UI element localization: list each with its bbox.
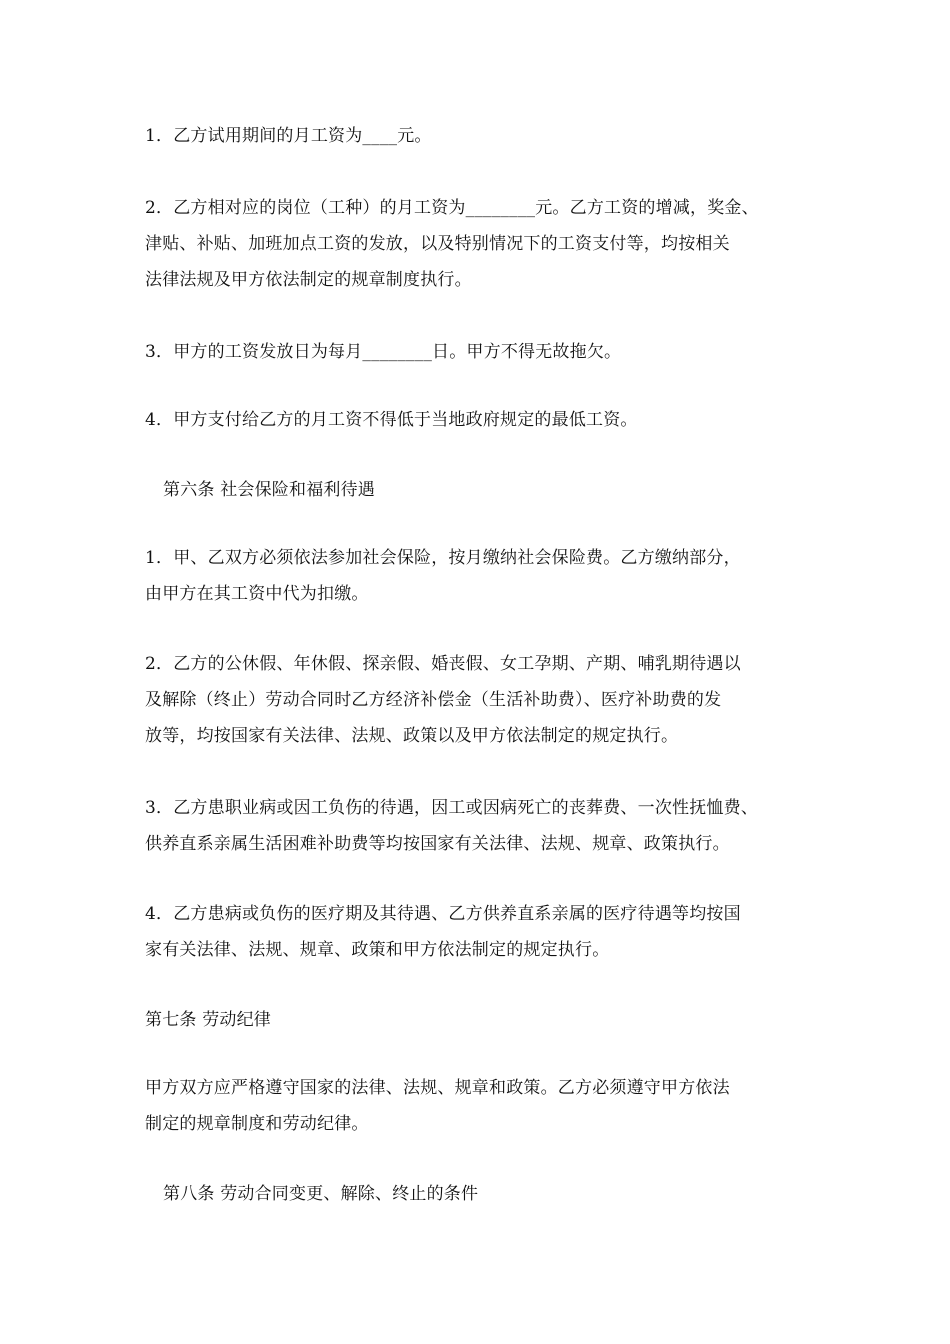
paragraph-9-line-2: 制定的规章制度和劳动纪律。 xyxy=(145,1114,369,1134)
paragraph-5-line-1: 1．甲、乙双方必须依法参加社会保险，按月缴纳社会保险费。乙方缴纳部分， xyxy=(145,548,741,568)
paragraph-2-line-3: 法律法规及甲方依法制定的规章制度执行。 xyxy=(145,270,472,290)
paragraph-5-line-2: 由甲方在其工资中代为扣缴。 xyxy=(145,584,369,604)
article-8-heading: 第八条 劳动合同变更、解除、终止的条件 xyxy=(163,1184,479,1204)
paragraph-8-line-1: 4．乙方患病或负伤的医疗期及其待遇、乙方供养直系亲属的医疗待遇等均按国 xyxy=(145,904,741,924)
paragraph-7-line-1: 3．乙方患职业病或因工负伤的待遇，因工或因病死亡的丧葬费、一次性抚恤费、 xyxy=(145,798,759,818)
paragraph-1-line-1: 1．乙方试用期间的月工资为____元。 xyxy=(145,126,432,146)
paragraph-9-line-1: 甲方双方应严格遵守国家的法律、法规、规章和政策。乙方必须遵守甲方依法 xyxy=(145,1078,730,1098)
paragraph-6-line-2: 及解除（终止）劳动合同时乙方经济补偿金（生活补助费）、医疗补助费的发 xyxy=(145,690,722,710)
article-7-heading: 第七条 劳动纪律 xyxy=(145,1010,272,1030)
paragraph-4-line-1: 4．甲方支付给乙方的月工资不得低于当地政府规定的最低工资。 xyxy=(145,410,638,430)
paragraph-6-line-3: 放等，均按国家有关法律、法规、政策以及甲方依法制定的规定执行。 xyxy=(145,726,679,746)
paragraph-2-line-1: 2．乙方相对应的岗位（工种）的月工资为________元。乙方工资的增减，奖金、 xyxy=(145,198,759,218)
article-6-heading: 第六条 社会保险和福利待遇 xyxy=(163,480,376,500)
paragraph-8-line-2: 家有关法律、法规、规章、政策和甲方依法制定的规定执行。 xyxy=(145,940,610,960)
paragraph-6-line-1: 2．乙方的公休假、年休假、探亲假、婚丧假、女工孕期、产期、哺乳期待遇以 xyxy=(145,654,741,674)
paragraph-2-line-2: 津贴、补贴、加班加点工资的发放，以及特别情况下的工资支付等，均按相关 xyxy=(145,234,730,254)
paragraph-7-line-2: 供养直系亲属生活困难补助费等均按国家有关法律、法规、规章、政策执行。 xyxy=(145,834,730,854)
paragraph-3-line-1: 3．甲方的工资发放日为每月________日。甲方不得无故拖欠。 xyxy=(145,342,622,362)
